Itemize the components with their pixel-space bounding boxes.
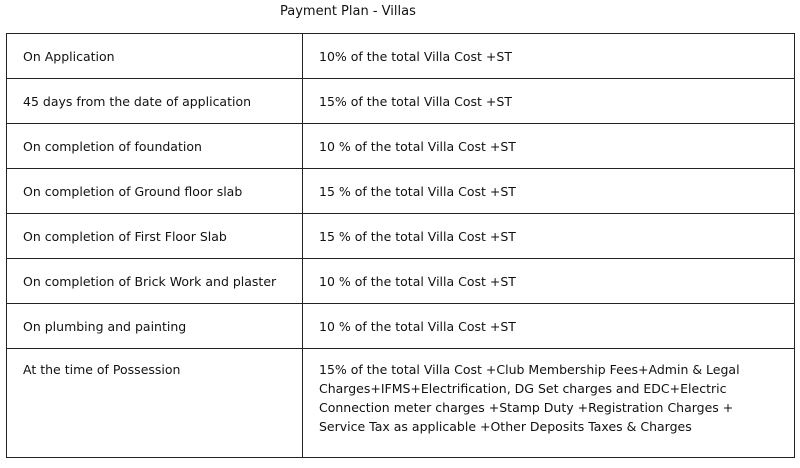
payment-cell: 15% of the total Villa Cost +Club Membership Fees+Admin & Legal Charges+IFMS+Electrification, DG Set charges and EDC+Electric Connection meter charges +Stamp Duty +Registration Charges + Service Tax as applicable +Other Deposits Taxes & Charges (303, 349, 795, 458)
payment-cell: 10 % of the total Villa Cost +ST (303, 124, 795, 169)
stage-cell: On Application (7, 34, 303, 79)
stage-cell: At the time of Possession (7, 349, 303, 458)
stage-cell: On plumbing and painting (7, 304, 303, 349)
stage-cell: 45 days from the date of application (7, 79, 303, 124)
table-row (7, 169, 795, 214)
table-row (7, 214, 795, 259)
stage-cell: On completion of First Floor Slab (7, 214, 303, 259)
payment-cell: 15 % of the total Villa Cost +ST (303, 214, 795, 259)
table-row (7, 259, 795, 304)
payment-cell: 10 % of the total Villa Cost +ST (303, 259, 795, 304)
payment-cell: 15 % of the total Villa Cost +ST (303, 169, 795, 214)
table-row (7, 34, 795, 79)
stage-cell: On completion of foundation (7, 124, 303, 169)
payment-cell: 15% of the total Villa Cost +ST (303, 79, 795, 124)
stage-cell: On completion of Ground floor slab (7, 169, 303, 214)
table-row (7, 79, 795, 124)
payment-cell: 10 % of the total Villa Cost +ST (303, 304, 795, 349)
table-row (7, 124, 795, 169)
payment-plan-table (6, 33, 795, 458)
page-title: Payment Plan - Villas (280, 4, 416, 19)
payment-cell: 10% of the total Villa Cost +ST (303, 34, 795, 79)
stage-cell: On completion of Brick Work and plaster (7, 259, 303, 304)
table-row (7, 304, 795, 349)
table-row (7, 349, 795, 458)
